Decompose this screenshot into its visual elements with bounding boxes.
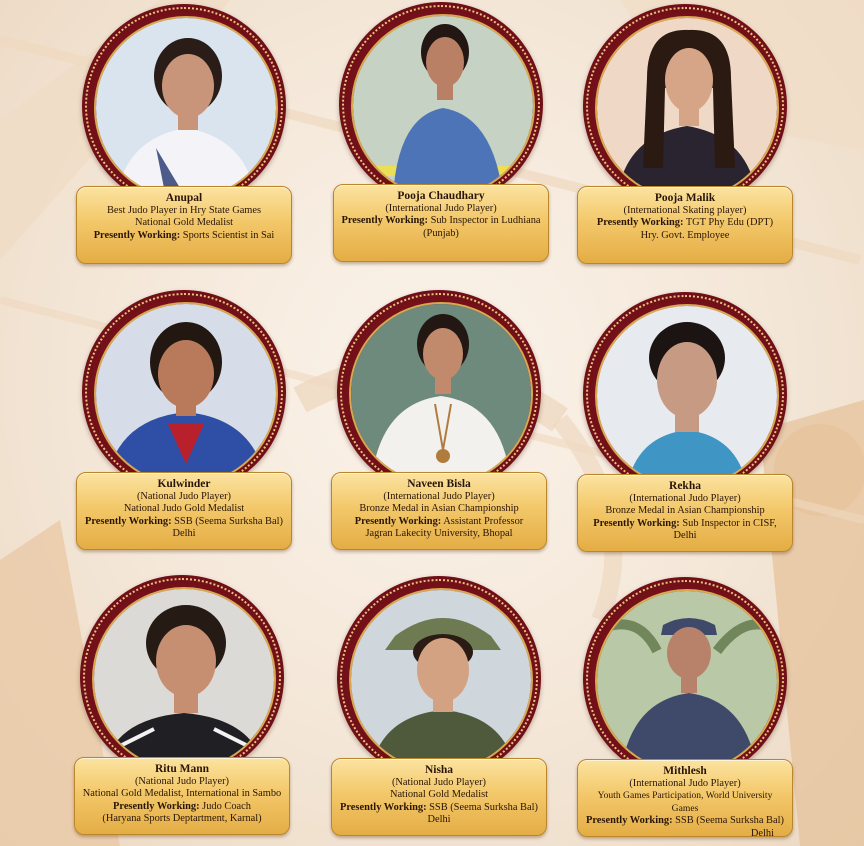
working-line [340,215,542,227]
athlete-photo [595,304,779,488]
portrait-illustration [351,590,531,770]
achievement-line: National Gold Medalist [134,217,234,229]
athlete-name: Nisha [424,764,454,776]
achievement-line: Bronze Medal in Asian Championship [359,503,519,515]
working-line [584,217,786,229]
portrait-illustration [597,18,777,198]
athlete-card [577,4,793,266]
achievement-line: National Gold Medalist, International in Sambo [82,788,282,800]
working-line [81,801,283,813]
photo-frame [339,2,543,206]
working-value: Sub Inspector in CISF, Delhi [673,517,777,542]
athlete-card [577,577,793,839]
achievement-line: (International Judo Player) [629,493,741,504]
working-line [584,815,786,827]
photo-frame [82,290,286,494]
athlete-card [577,292,793,554]
working-extra: Jagran Lakecity University, Bhopal [365,528,513,540]
athlete-photo [595,589,779,773]
athlete-card [331,576,547,838]
working-extra: Hry. Govt. Employee [640,229,730,241]
achievement-line: (National Judo Player) [134,776,230,787]
athlete-photo [595,16,779,200]
info-plate [331,758,547,836]
achievement-line: (International Skating player) [623,205,747,216]
portrait-illustration [96,304,276,484]
working-label: Presently Working: [113,800,200,812]
photo-frame [80,575,284,779]
achievement-line: (International Judo Player) [383,491,495,502]
athlete-card [76,4,292,266]
working-label: Presently Working: [596,217,684,229]
athlete-name: Rekha [669,480,701,492]
athlete-photo [349,588,533,772]
achievement-line: (International Judo Player) [629,778,741,789]
photo-frame [583,292,787,496]
photo-frame [583,4,787,208]
info-plate [331,472,547,550]
achievement-line: Youth Games Participation, World University Games [597,790,773,814]
athlete-name: Mithlesh [663,765,707,777]
info-plate [577,474,793,552]
athlete-name: Pooja Chaudhary [397,190,485,202]
working-extra: Delhi [750,827,774,839]
photo-frame [583,577,787,781]
athlete-card [76,290,292,552]
photo-frame [337,290,541,494]
athlete-photo [94,302,278,486]
working-line [338,802,540,814]
working-value: SSB (Seema Surksha Bal) [675,815,784,827]
athlete-name: Pooja Malik [654,192,716,204]
achievement-line: (National Judo Player) [136,491,232,502]
info-plate [76,472,292,550]
working-extra: (Punjab) [423,227,459,239]
info-plate [74,757,290,835]
portrait-illustration [353,16,533,196]
athlete-card [333,2,549,264]
working-extra: (Haryana Sports Deptartment, Karnal) [102,813,262,825]
working-value: TGT Phy Edu (DPT) [685,217,774,229]
athlete-name: Ritu Mann [155,763,209,775]
athlete-name: Anupal [165,192,203,204]
photo-frame [337,576,541,780]
info-plate [577,759,793,837]
athlete-photo [92,587,276,771]
portrait-illustration [96,18,276,198]
working-value: Sports Scientist in Sai [182,229,275,241]
athlete-photo [351,14,535,198]
athlete-card [331,290,547,552]
working-label: Presently Working: [354,515,442,527]
achievement-line: National Judo Gold Medalist [123,503,245,515]
athlete-photo [349,302,533,486]
info-plate [333,184,549,262]
achievement-line: Best Judo Player in Hry State Games [106,205,262,216]
working-value: Judo Coach [202,800,251,812]
achievement-line: Bronze Medal in Asian Championship [605,505,765,517]
achievement-line: (National Judo Player) [391,777,487,788]
working-label: Presently Working: [341,215,428,227]
athlete-name: Naveen Bisla [407,478,471,490]
athlete-photo [94,16,278,200]
info-plate [577,186,793,264]
athlete-name: Kulwinder [157,478,211,490]
working-label: Presently Working: [93,229,181,241]
portrait-illustration [351,304,531,484]
working-value: SSB (Seema Surksha Bal) [429,801,538,813]
working-value: Sub Inspector in Ludhiana [430,215,541,227]
working-value: Assistant Professor [443,515,524,527]
photo-frame [82,4,286,208]
working-label: Presently Working: [586,815,673,827]
working-line [83,230,285,242]
portrait-illustration [597,306,777,486]
athlete-card [74,575,290,837]
portrait-illustration [94,589,274,769]
achievement-line: National Gold Medalist [389,789,489,801]
portrait-illustration [597,591,777,771]
working-line [83,516,285,528]
working-label: Presently Working: [593,517,680,529]
achievement-line: (International Judo Player) [385,203,497,214]
working-label: Presently Working: [340,801,427,813]
working-extra: Delhi [427,814,451,826]
working-value: SSB (Seema Surksha Bal) [174,515,283,527]
working-extra: Delhi [172,528,196,540]
info-plate [76,186,292,264]
working-label: Presently Working: [85,515,172,527]
working-line [338,516,540,528]
working-line [584,518,786,543]
